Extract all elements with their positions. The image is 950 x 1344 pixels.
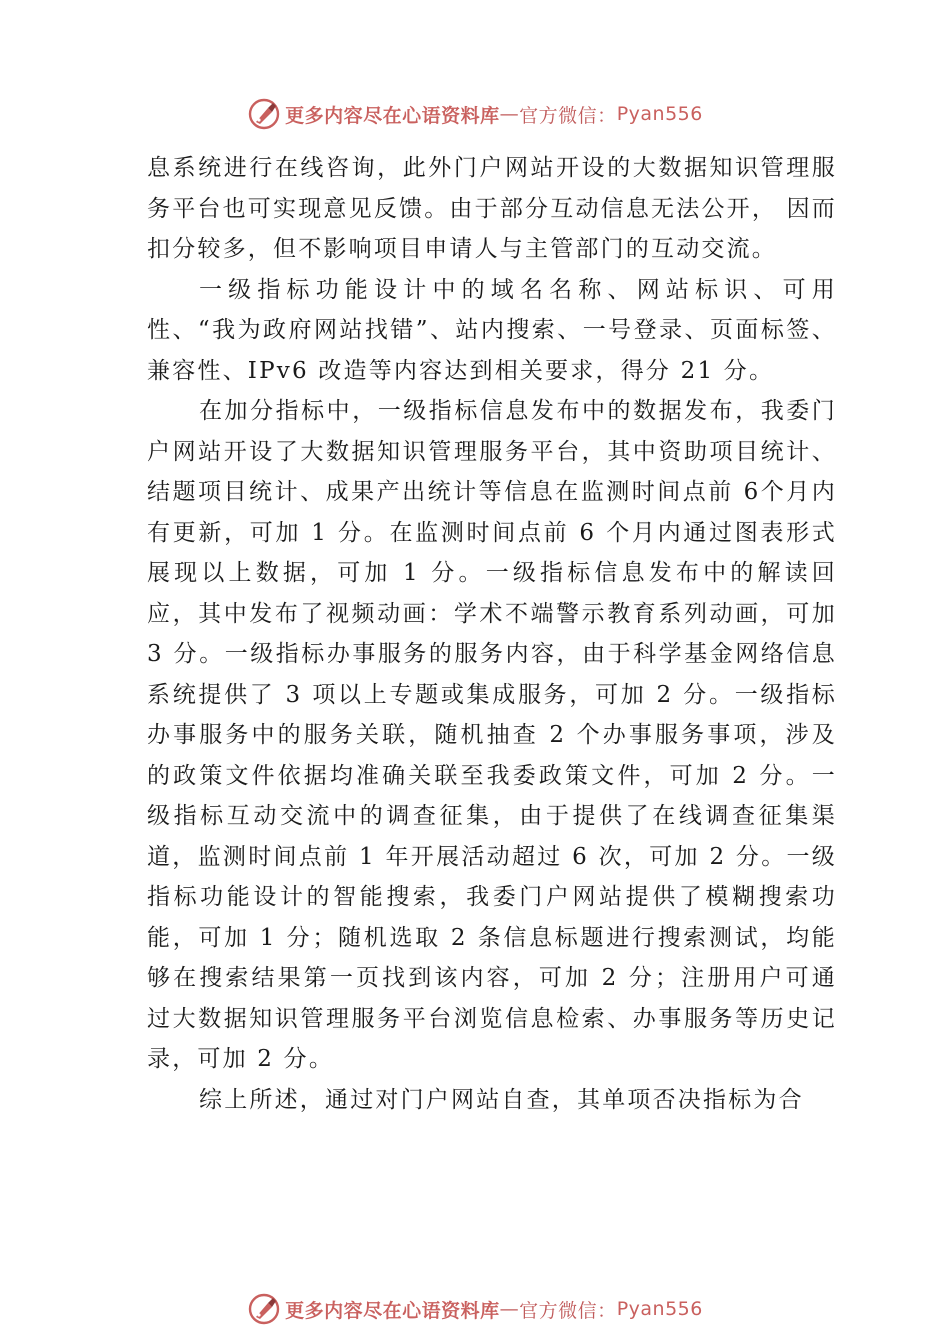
footer-banner <box>0 1289 950 1329</box>
header-suffix-text: 官方微信： <box>519 104 617 127</box>
header-brand-text: 更多内容尽在心语资料库 <box>285 104 500 127</box>
header-banner <box>0 94 950 134</box>
footer-separator: — <box>499 1298 520 1320</box>
paragraph-1: 息系统进行在线咨询，此外门户网站开设的大数据知识管理服务平台也可实现意见反馈。由于部分互动信息无法公开， 因而扣分较多，但不影响项目申请人与主管部门的互动交流。 <box>147 155 837 262</box>
paragraph-3: 在加分指标中，一级指标信息发布中的数据发布，我委门户网站开设了大数据知识管理服务平台，其中资助项目统计、结题项目统计、成果产出统计等信息在监测时间点前 6个月内有更新，可加 1 分。在监测时间点前 6 个月内通过图表形式展现以上数据，可加 1 分。一级指标信息发布中的解读回应，其中发布了视频动画：学术不端警示教育系列动画，可加 3 分。一级指标办事服务的服务内容，由于科学基金网络信息系统提供了 3 项以上专题或集成服务，可加 2 分。一级指标办事服务中的服务关联，随机抽查 2 个办事服务事项，涉及的政策文件依据均准确关联至我委政策文件，可加 2 分。一级指标互动交流中的调查征集，由于提供了在线调查征集渠道，监测时间点前 1 年开展活动超过 6 次，可加 2 分。一级指标功能设计的智能搜索，我委门户网站提供了模糊搜索功能，可加 1 分；随机选取 2 条信息标题进行搜索测试，均能够在搜索结果第一页找到该内容，可加 2 分；注册用户可通过大数据知识管理服务平台浏览信息检索、办事服务等历史记录，可加 2 分。 <box>147 398 837 1072</box>
footer-suffix-text: 官方微信： <box>519 1299 617 1322</box>
document-body <box>147 148 837 1120</box>
paragraph-4: 综上所述，通过对门户网站自查，其单项否决指标为合 <box>199 1086 804 1113</box>
footer-brand-text: 更多内容尽在心语资料库 <box>285 1299 500 1322</box>
header-wechat-handle: Pyan556 <box>616 103 703 125</box>
header-separator: — <box>499 103 520 125</box>
footer-wechat-handle: Pyan556 <box>616 1298 703 1320</box>
paragraph-2: 一级指标功能设计中的域名名称、网站标识、可用性、“我为政府网站找错”、站内搜索、一号登录、页面标签、兼容性、IPv6 改造等内容达到相关要求，得分 21 分。 <box>147 276 837 384</box>
pen-nib-logo-icon <box>247 1292 281 1326</box>
pen-nib-logo-icon <box>247 97 281 131</box>
